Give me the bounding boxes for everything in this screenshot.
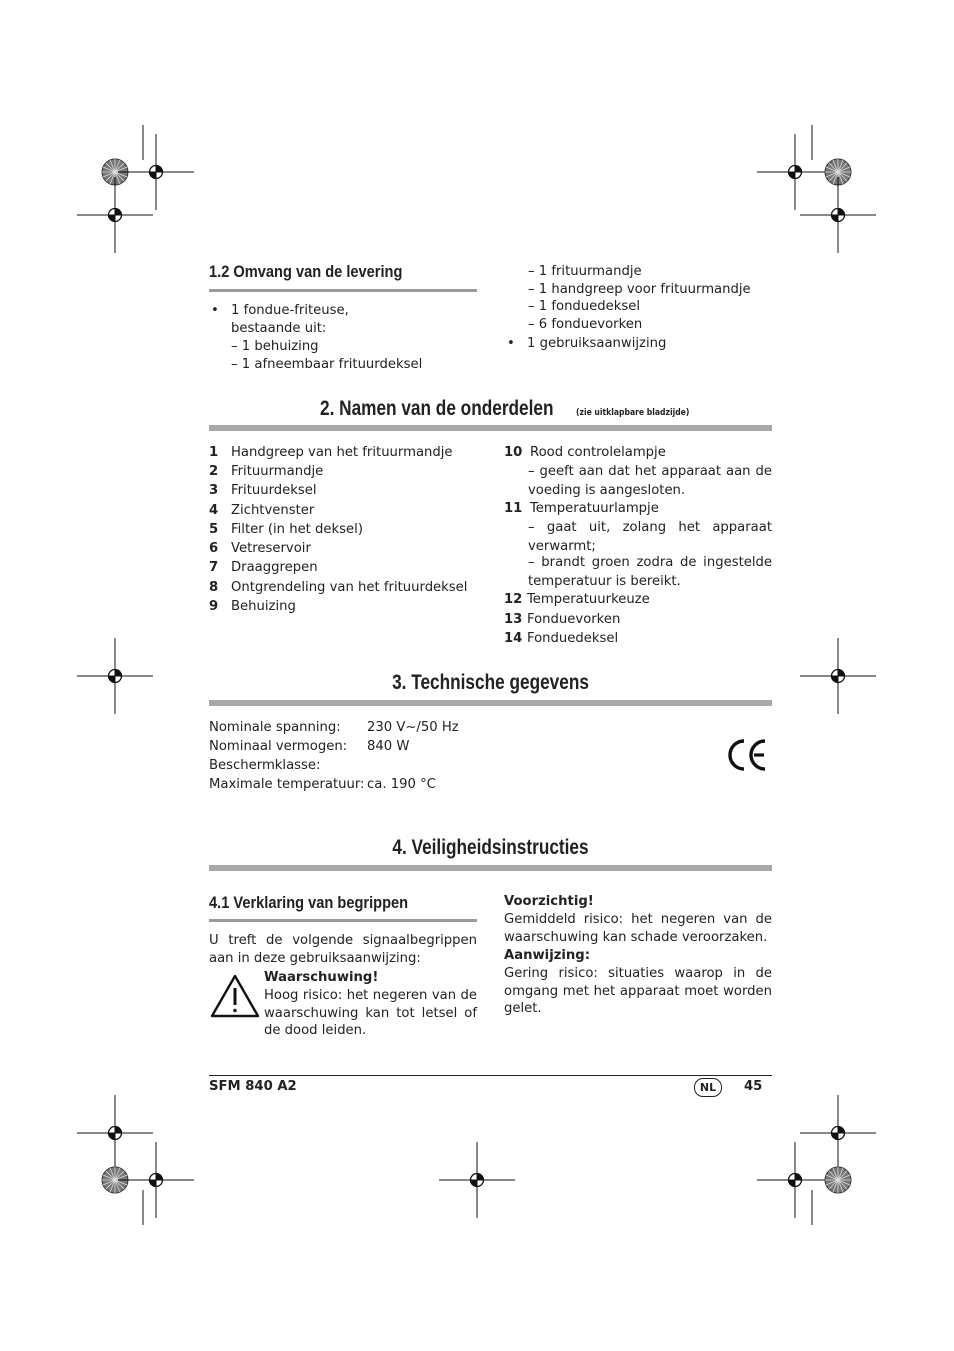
list-item: – 1 frituurmandje	[528, 264, 642, 279]
spec-value: ca. 190 °C	[367, 777, 436, 792]
section-4-heading: 4. Veiligheidsinstructies	[392, 836, 589, 859]
section-4-rule	[209, 865, 772, 871]
part-item: 12 Temperatuurkeuze	[504, 592, 650, 607]
section-2-rule	[209, 425, 772, 431]
spec-label: Nominaal vermogen:	[209, 739, 348, 754]
list-item: – 1 behuizing	[231, 339, 319, 354]
spec-label: Nominale spanning:	[209, 720, 341, 735]
caution-title: Voorzichtig!	[504, 894, 594, 909]
warning-triangle-icon	[210, 974, 260, 1018]
footer-rule	[209, 1075, 772, 1076]
ce-mark-icon	[725, 738, 769, 772]
part-item: 2 Frituurmandje	[209, 464, 324, 479]
part-item: 9 Behuizing	[209, 599, 296, 614]
footer-model: SFM 840 A2	[209, 1079, 297, 1094]
spec-value: 230 V~/50 Hz	[367, 720, 459, 735]
caution-text: Gemiddeld risico: het negeren van de waarschuwing kan schade veroorzaken.	[504, 912, 772, 945]
part-item: 4 Zichtvenster	[209, 503, 315, 518]
language-badge	[694, 1078, 722, 1097]
part-item: 7 Draaggrepen	[209, 560, 318, 575]
section-2-note: (zie uitklapbare bladzijde)	[575, 408, 690, 418]
list-item: bestaande uit:	[231, 321, 327, 336]
part-item: 8 Ontgrendeling van het frituurdeksel	[209, 580, 468, 595]
page-number: 45	[744, 1079, 763, 1094]
spec-value: 840 W	[367, 739, 410, 754]
warning-text: Hoog risico: het negeren van de waarschuwing kan tot letsel of de dood leiden.	[264, 988, 477, 1038]
list-item: •	[211, 303, 219, 318]
note-text: Gering risico: situaties waarop in de omgang met het apparaat moet worden gelet.	[504, 966, 772, 1016]
section-4-1-heading: 4.1 Verklaring van begrippen	[209, 893, 409, 912]
section-2-heading	[320, 397, 709, 421]
list-item: – 1 fonduedeksel	[528, 299, 641, 314]
list-item: – 6 fonduevorken	[528, 317, 643, 332]
list-item: 1 gebruiksaanwijzing	[527, 336, 667, 351]
part-item: 10 Rood controlelampje	[504, 445, 666, 460]
list-item: – 1 handgreep voor frituurmandje	[528, 282, 751, 297]
part-item: 11 Temperatuurlampje	[504, 501, 659, 516]
part-item: 3 Frituurdeksel	[209, 483, 317, 498]
part-item: 13 Fonduevorken	[504, 612, 621, 627]
list-item: 1 fondue-friteuse,	[231, 303, 349, 318]
part-item: 6 Vetreservoir	[209, 541, 311, 556]
part-item-note: – gaat uit, zolang het apparaat verwarmt;	[528, 520, 772, 554]
part-item: 5 Filter (in het deksel)	[209, 522, 363, 537]
part-item: 14 Fonduedeksel	[504, 631, 619, 646]
section-4-1-rule	[209, 919, 477, 922]
section-1-2-heading: 1.2 Omvang van de levering	[209, 262, 403, 281]
list-item: •	[507, 336, 515, 351]
spec-label: Beschermklasse:	[209, 758, 321, 773]
signal-intro: U treft de volgende signaalbegrippen aan in deze gebruiksaanwijzing:	[209, 933, 477, 966]
part-item: 1 Handgreep van het frituurmandje	[209, 445, 453, 460]
section-3-heading: 3. Technische gegevens	[392, 671, 589, 694]
section-1-2-rule	[209, 289, 477, 292]
section-3-rule	[209, 700, 772, 706]
part-item-note: – brandt groen zodra de ingestelde temperatuur is bereikt.	[528, 555, 772, 589]
note-title: Aanwijzing:	[504, 948, 591, 963]
part-item-note: – geeft aan dat het apparaat aan de voeding is aangesloten.	[528, 464, 772, 498]
list-item: – 1 afneembaar frituurdeksel	[231, 357, 423, 372]
language-badge-label: NL	[699, 1081, 717, 1094]
warning-title: Waarschuwing!	[264, 970, 379, 985]
spec-label: Maximale temperatuur:	[209, 777, 365, 792]
section-2-title: 2. Namen van de onderdelen	[320, 397, 554, 420]
